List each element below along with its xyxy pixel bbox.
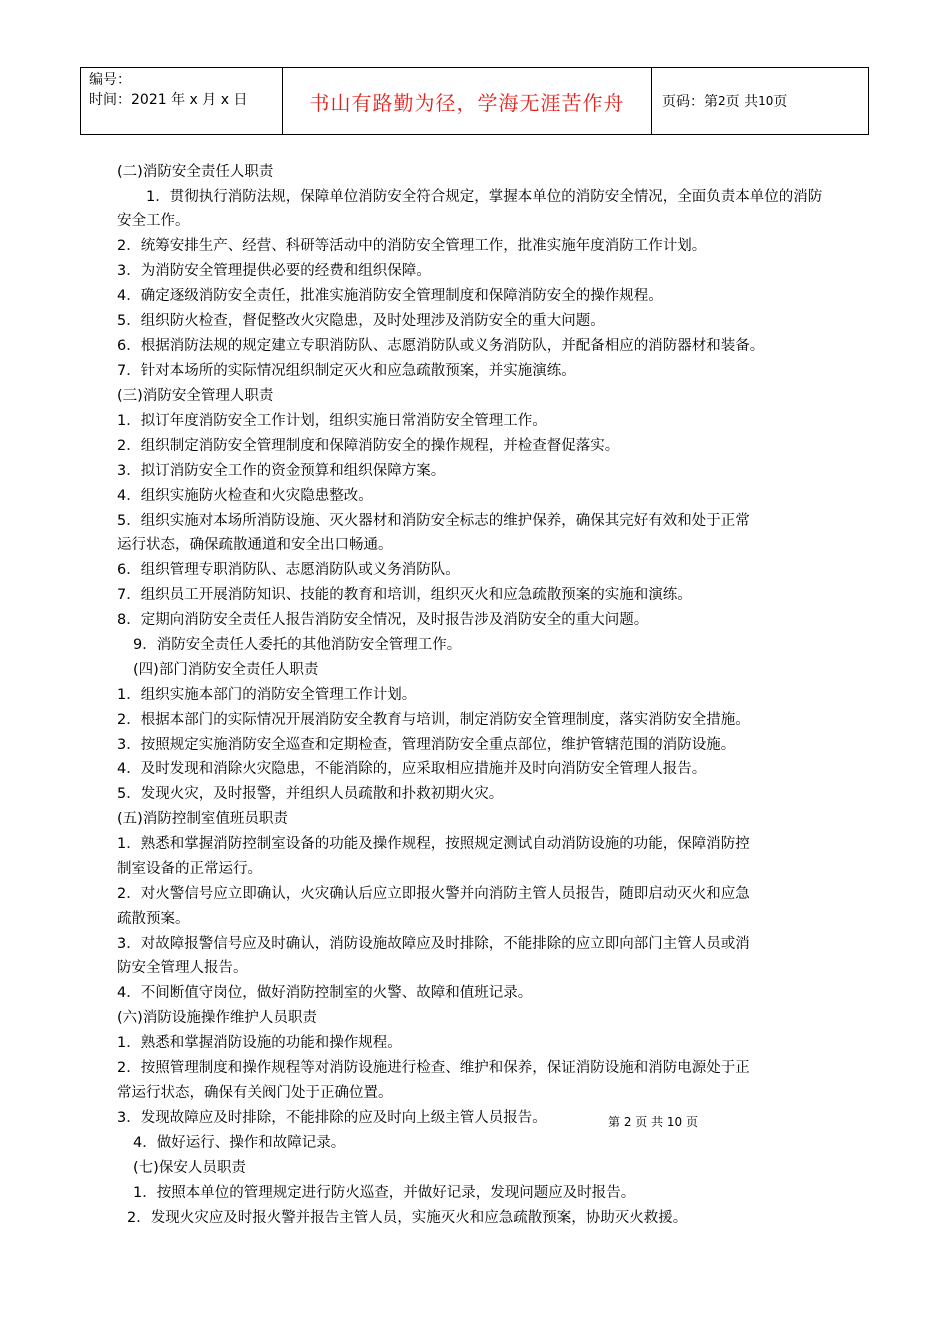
section-heading: (六)消防设施操作维护人员职责: [117, 1010, 317, 1026]
paragraph-line: 2．按照管理制度和操作规程等对消防设施进行检查、维护和保养，保证消防设施和消防电源处于正: [117, 1060, 750, 1076]
paragraph-line: 安全工作。: [117, 213, 190, 229]
paragraph-line: 5．组织实施对本场所消防设施、灭火器材和消防安全标志的维护保养，确保其完好有效和处于正常: [117, 513, 750, 529]
doc-number-label: 编号：: [89, 72, 131, 88]
paragraph-line: 9．消防安全责任人委托的其他消防安全管理工作。: [133, 637, 462, 653]
paragraph-line: 运行状态，确保疏散通道和安全出口畅通。: [117, 537, 393, 553]
doc-time-label: 时间：2021 年 x 月 x 日: [89, 92, 248, 108]
section-heading: (七)保安人员职责: [133, 1160, 246, 1176]
paragraph-line: 1．组织实施本部门的消防安全管理工作计划。: [117, 687, 417, 703]
paragraph-line: 2．组织制定消防安全管理制度和保障消防安全的操作规程，并检查督促落实。: [117, 438, 620, 454]
paragraph-line: 防安全管理人报告。: [117, 960, 248, 976]
page-footer: 第 2 页 共 10 页: [608, 1115, 698, 1129]
section-heading: (四)部门消防安全责任人职责: [133, 662, 319, 678]
paragraph-line: 3．对故障报警信号应及时确认，消防设施故障应及时排除，不能排除的应立即向部门主管人员或消: [117, 936, 750, 952]
paragraph-line: 4．组织实施防火检查和火灾隐患整改。: [117, 488, 373, 504]
paragraph-line: 3．发现故障应及时排除，不能排除的应及时向上级主管人员报告。: [117, 1110, 547, 1126]
page-suffix: 页: [773, 94, 788, 110]
paragraph-line: 4．确定逐级消防安全责任，批准实施消防安全管理制度和保障消防安全的操作规程。: [117, 288, 663, 304]
paragraph-line: 8．定期向消防安全责任人报告消防安全情况，及时报告涉及消防安全的重大问题。: [117, 612, 649, 628]
section-heading: (二)消防安全责任人职责: [117, 164, 274, 180]
paragraph-line: 7．针对本场所的实际情况组织制定灭火和应急疏散预案，并实施演练。: [117, 363, 576, 379]
paragraph-line: 2．统筹安排生产、经营、科研等活动中的消防安全管理工作，批准实施年度消防工作计划。: [117, 238, 707, 254]
paragraph-line: 5．组织防火检查，督促整改火灾隐患，及时处理涉及消防安全的重大问题。: [117, 313, 605, 329]
paragraph-line: 4．做好运行、操作和故障记录。: [133, 1135, 346, 1151]
paragraph-line: 6．根据消防法规的规定建立专职消防队、志愿消防队或义务消防队，并配备相应的消防器材和装备。: [117, 338, 765, 354]
page-total: 10: [758, 94, 774, 108]
paragraph-line: 1．拟订年度消防安全工作计划，组织实施日常消防安全管理工作。: [117, 413, 547, 429]
paragraph-line: 2．发现火灾应及时报火警并报告主管人员，实施灭火和应急疏散预案，协助灭火救援。: [127, 1210, 688, 1226]
paragraph-line: 1．贯彻执行消防法规，保障单位消防安全符合规定，掌握本单位的消防安全情况，全面负责本单位的消防: [146, 189, 823, 205]
motto-text: 书山有路勤为径，学海无涯苦作舟: [309, 90, 625, 115]
paragraph-line: 7．组织员工开展消防知识、技能的教育和培训，组织灭火和应急疏散预案的实施和演练。: [117, 587, 692, 603]
paragraph-line: 6．组织管理专职消防队、志愿消防队或义务消防队。: [117, 562, 460, 578]
paragraph-line: 常运行状态，确保有关阀门处于正确位置。: [117, 1085, 393, 1101]
paragraph-line: 1．按照本单位的管理规定进行防火巡查，并做好记录，发现问题应及时报告。: [133, 1185, 636, 1201]
paragraph-line: 1．熟悉和掌握消防控制室设备的功能及操作规程，按照规定测试自动消防设施的功能，保障消防控: [117, 836, 750, 852]
paragraph-line: 3．按照规定实施消防安全巡查和定期检查，管理消防安全重点部位，维护管辖范围的消防设施。: [117, 737, 736, 753]
paragraph-line: 制室设备的正常运行。: [117, 861, 262, 877]
paragraph-line: 5．发现火灾，及时报警，并组织人员疏散和扑救初期火灾。: [117, 786, 504, 802]
page-mid: 页 共: [725, 94, 759, 110]
page-prefix: 页码：第: [662, 94, 718, 110]
paragraph-line: 4．不间断值守岗位，做好消防控制室的火警、故障和值班记录。: [117, 985, 533, 1001]
paragraph-line: 2．根据本部门的实际情况开展消防安全教育与培训，制定消防安全管理制度，落实消防安全措施。: [117, 712, 750, 728]
section-heading: (五)消防控制室值班员职责: [117, 811, 288, 827]
page-current: 2: [718, 94, 726, 108]
paragraph-line: 疏散预案。: [117, 911, 190, 927]
paragraph-line: 2．对火警信号应立即确认，火灾确认后应立即报火警并向消防主管人员报告，随即启动灭火和应急: [117, 886, 750, 902]
paragraph-line: 3．为消防安全管理提供必要的经费和组织保障。: [117, 263, 431, 279]
paragraph-line: 1．熟悉和掌握消防设施的功能和操作规程。: [117, 1035, 402, 1051]
paragraph-line: 4．及时发现和消除火灾隐患，不能消除的，应采取相应措施并及时向消防安全管理人报告。: [117, 761, 707, 777]
section-heading: (三)消防安全管理人职责: [117, 388, 274, 404]
paragraph-line: 3．拟订消防安全工作的资金预算和组织保障方案。: [117, 463, 446, 479]
